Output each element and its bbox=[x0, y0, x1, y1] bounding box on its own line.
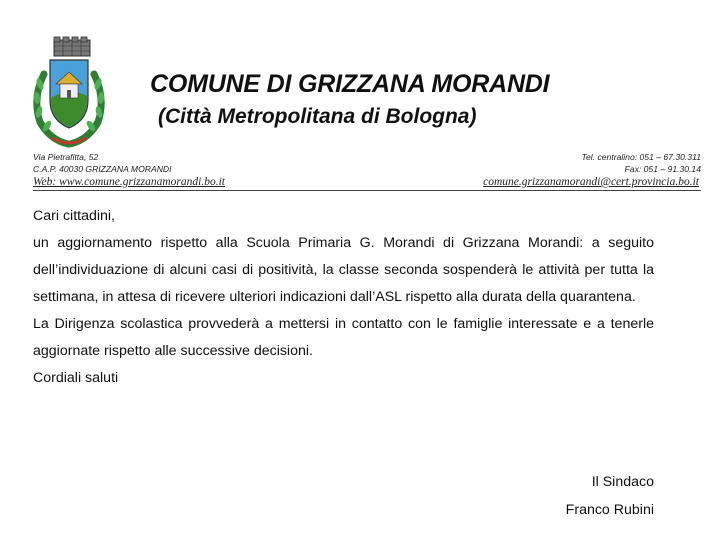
signature-name: Franco Rubini bbox=[565, 502, 654, 518]
cap-text: C.A.P. 40030 GRIZZANA MORANDI bbox=[33, 164, 172, 174]
coat-of-arms-icon bbox=[30, 36, 108, 148]
shield-icon bbox=[50, 60, 88, 128]
contact-row-web bbox=[33, 176, 701, 191]
pec-email-link[interactable]: comune.grizzanamorandi@cert.provincia.bo.it bbox=[483, 176, 699, 188]
phone-text: Tel. centralino: 051 – 67.30.311 bbox=[581, 152, 701, 162]
letter-closing: Cordiali saluti bbox=[33, 370, 119, 386]
letter-paragraph-1: un aggiornamento rispetto alla Scuola Primaria G. Morandi di Grizzana Morandi: a seguito dell’individuazione di alcuni casi di positività, la classe seconda sospenderà le attività per tutta la settimana, in attesa di ricevere ulteriori indicazioni dall’ASL rispetto alla durata della quarantena. bbox=[33, 235, 654, 305]
page-title: COMUNE DI GRIZZANA MORANDI bbox=[150, 70, 550, 98]
letter-greeting: Cari cittadini, bbox=[33, 208, 116, 224]
letter-body bbox=[33, 203, 654, 392]
letter-paragraph-2: La Dirigenza scolastica provvederà a mettersi in contatto con le famiglie interessate e a tenerle aggiornate rispetto alle successive decisioni. bbox=[33, 316, 654, 359]
fax-text: Fax: 051 – 91.30.14 bbox=[624, 164, 701, 174]
signature-role: Il Sindaco bbox=[591, 474, 654, 490]
website-link[interactable]: Web: www.comune.grizzanamorandi.bo.it bbox=[33, 176, 225, 188]
signature-block bbox=[566, 468, 654, 524]
page-subtitle: (Città Metropolitana di Bologna) bbox=[158, 105, 477, 128]
address-text: Via Pietrafitta, 52 bbox=[33, 152, 99, 162]
crown-icon bbox=[54, 37, 90, 56]
